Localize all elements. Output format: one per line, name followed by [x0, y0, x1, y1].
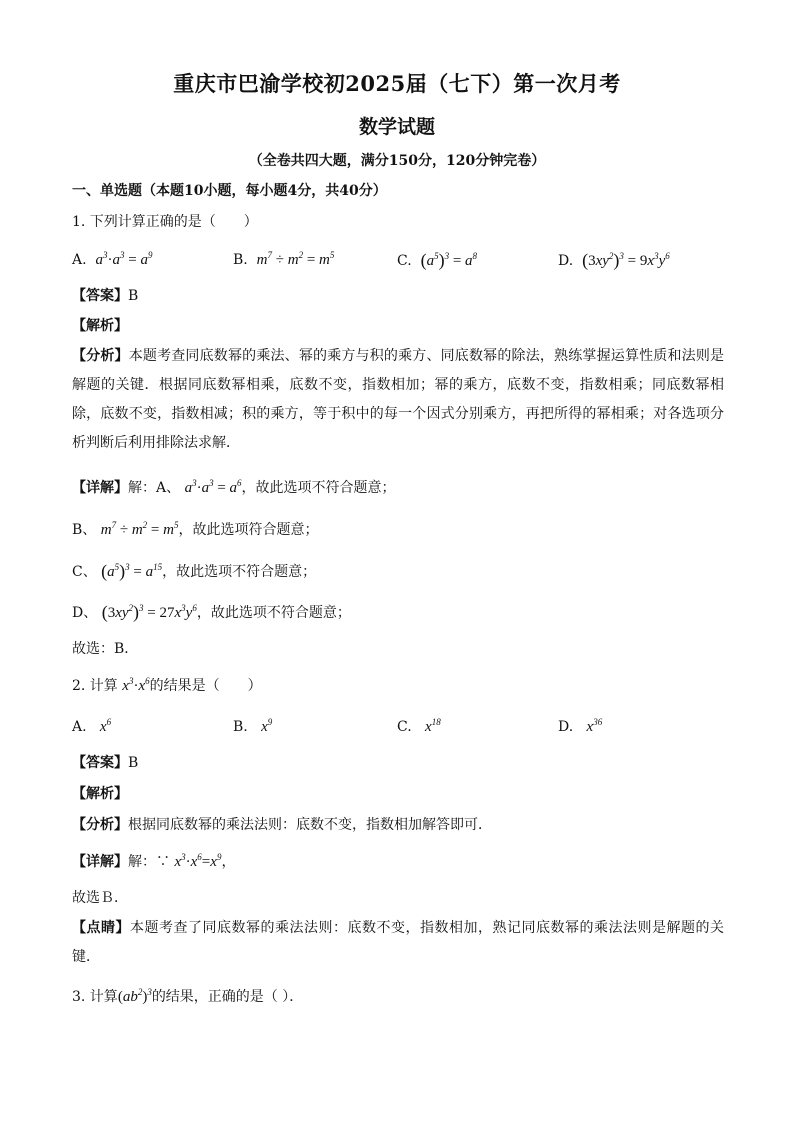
detail-b-math: $m^7 \div m^2 = m^5$ — [100, 520, 179, 538]
q2-analysis — [72, 784, 128, 804]
answer-value: B — [128, 755, 139, 771]
analysis-tag: 【解析】 — [72, 786, 128, 802]
q2-fenxi — [72, 815, 492, 835]
q3-stem — [72, 987, 303, 1007]
q1-option-b[interactable] — [233, 250, 334, 270]
q1-detail-a — [72, 478, 396, 498]
q1-option-c-math: $(a^5)^3 = a^8$ — [420, 250, 478, 270]
fenxi-tag: 【分析】 — [72, 348, 129, 364]
q3-stem-suffix: 的结果，正确的是（ ）． — [151, 989, 304, 1005]
q1-stem: 1. 下列计算正确的是（ ） — [72, 214, 258, 230]
q2-option-d-label: D. — [558, 719, 574, 735]
q3-stem-math: $(ab^2)^3$ — [117, 987, 152, 1005]
q2-option-d[interactable] — [558, 717, 602, 737]
q2-stem — [72, 676, 262, 696]
q2-conclusion: 故选Ｂ． — [72, 890, 128, 906]
detail-b-suffix: ，故此选项符合题意； — [178, 522, 319, 538]
q2-option-a[interactable] — [72, 717, 111, 737]
q1-option-c[interactable] — [397, 250, 477, 271]
analysis-tag: 【解析】 — [72, 318, 128, 334]
exam-info: （全卷共四大题，满分150分，120分钟完卷） — [248, 153, 546, 169]
q3-stem-prefix: 3. 计算 — [72, 989, 118, 1005]
review-text: 本题考查了同底数幂的乘法法则：底数不变，指数相加，熟记同底数幂的乘法法则是解题的关键． — [72, 920, 724, 965]
detail-math: $x^3\cdot x^6=x^9$ — [174, 852, 222, 870]
detail-a-prefix: 解：A、 — [128, 480, 181, 496]
detail-suffix: ， — [221, 854, 236, 870]
q1-option-a-label: A. — [72, 252, 87, 268]
answer-value: B — [128, 288, 139, 304]
detail-b-prefix: B、 — [72, 522, 97, 538]
detail-a-suffix: ，故此选项不符合题意； — [241, 480, 396, 496]
q2-option-c[interactable] — [397, 717, 441, 737]
q1-option-d-math: $(3xy^2)^3 = 9x^3y^6$ — [582, 250, 670, 270]
section-heading: 一、单选题（本题10小题，每小题4分，共40分） — [72, 183, 387, 199]
detail-d-suffix: ，故此选项不符合题意； — [196, 605, 351, 621]
q1-fenxi — [72, 342, 724, 458]
q1-option-a-math: $a^3\cdot a^3 = a^9$ — [95, 250, 153, 268]
q2-option-a-math: $x^6$ — [99, 717, 112, 735]
q2-stem-prefix: 2. 计算 — [72, 678, 118, 694]
detail-c-suffix: ，故此选项不符合题意； — [162, 564, 317, 580]
fenxi-tag: 【分析】 — [72, 817, 128, 833]
answer-tag: 【答案】 — [72, 288, 128, 304]
q2-answer — [72, 753, 138, 773]
detail-c-prefix: C、 — [72, 564, 97, 580]
q2-detail — [72, 852, 235, 872]
answer-tag: 【答案】 — [72, 755, 128, 771]
q1-detail-b — [72, 520, 318, 540]
q2-option-b-math: $x^9$ — [261, 717, 273, 735]
q1-analysis — [72, 316, 128, 336]
q2-stem-suffix: 的结果是（ ） — [149, 678, 262, 694]
q2-option-c-math: $x^{18}$ — [425, 717, 441, 735]
q2-review — [72, 914, 724, 972]
q2-option-b[interactable] — [233, 717, 272, 737]
q2-stem-math: $x^3\cdot x^6$ — [122, 676, 150, 694]
q1-option-d[interactable] — [558, 250, 670, 271]
q1-option-a[interactable] — [72, 250, 152, 270]
detail-d-math: $(3xy^2)^3 = 27x^3y^6$ — [101, 602, 197, 622]
detail-d-prefix: D、 — [72, 605, 98, 621]
q1-conclusion: 故选：B． — [72, 641, 139, 657]
q2-option-d-math: $x^{36}$ — [586, 717, 603, 735]
q1-answer — [72, 286, 138, 306]
q1-option-d-label: D. — [558, 253, 574, 269]
q1-option-b-math: $m^7 \div m^2 = m^5$ — [256, 250, 335, 268]
q2-option-b-label: B. — [233, 719, 248, 735]
detail-tag: 【详解】 — [72, 854, 128, 870]
q2-option-c-label: C. — [397, 719, 412, 735]
detail-c-math: $(a^5)^3 = a^{15}$ — [101, 561, 163, 581]
q1-detail-c — [72, 561, 316, 582]
exam-subtitle: 数学试题 — [358, 116, 435, 138]
detail-tag: 【详解】 — [72, 480, 128, 496]
q1-option-c-label: C. — [397, 253, 412, 269]
q1-detail-d — [72, 602, 351, 623]
fenxi-text: 根据同底数幂的乘法法则：底数不变，指数相加解答即可． — [128, 817, 492, 833]
exam-title: 重庆市巴渝学校初2025届（七下）第一次月考 — [173, 71, 621, 96]
q2-option-a-label: A. — [72, 719, 87, 735]
review-tag: 【点睛】 — [72, 920, 130, 936]
fenxi-text: 本题考查同底数幂的乘法、幂的乘方与积的乘方、同底数幂的除法，熟练掌握运算性质和法则是解题的关键．根据同底数幂相乘，底数不变，指数相加；幂的乘方，底数不变，指数相乘；同底数幂相除，底数不变，指数相减；积的乘方，等于积中的每一个因式分别乘方，再把所得的幂相乘；对各选项分析判断后利用排除法求解． — [72, 348, 725, 451]
q1-option-b-label: B. — [233, 252, 248, 268]
detail-prefix: 解：∵ — [128, 854, 170, 870]
detail-a-math: $a^3\cdot a^3 = a^6$ — [184, 478, 242, 496]
